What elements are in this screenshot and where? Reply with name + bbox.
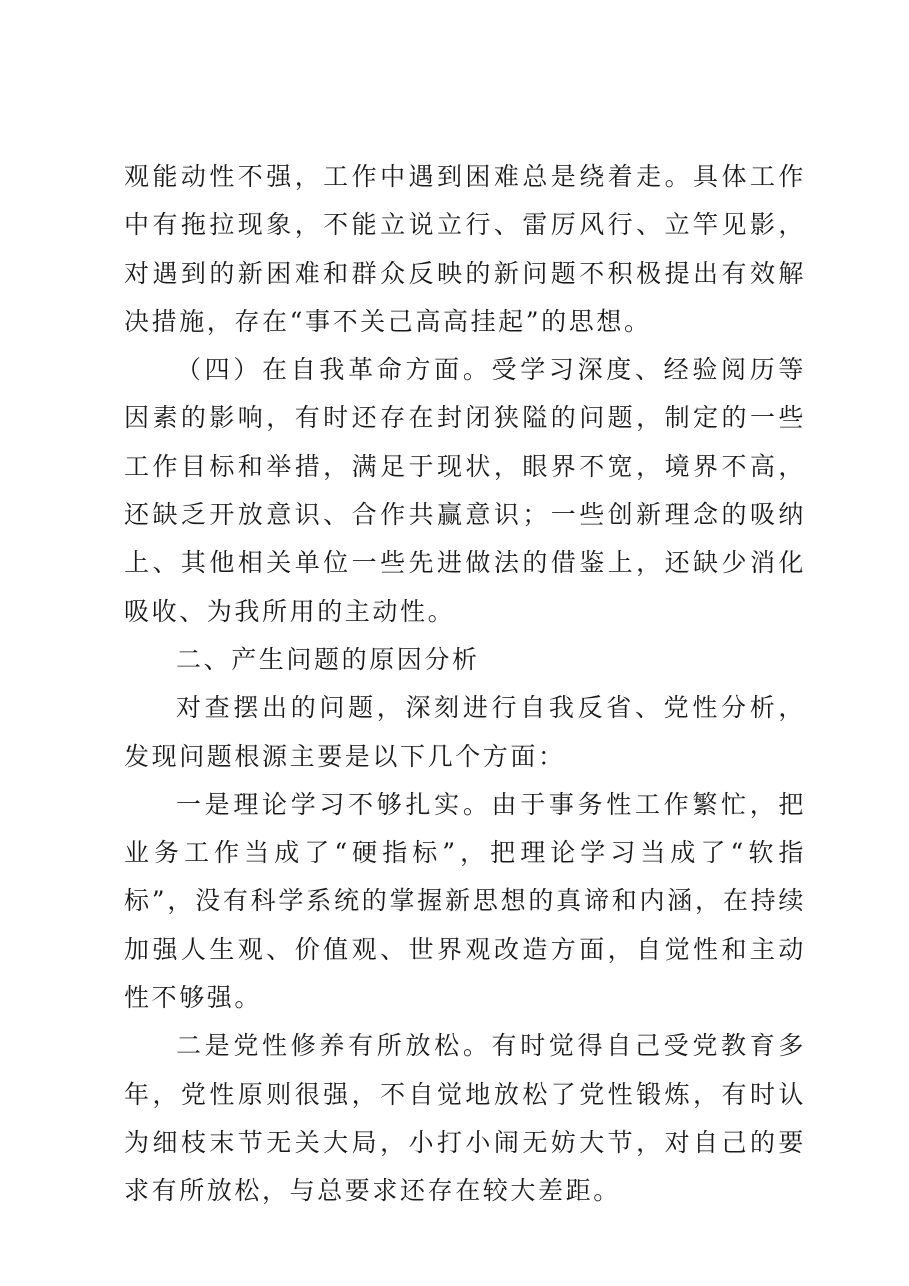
paragraph-causes-intro: 对查摆出的问题，深刻进行自我反省、党性分析，发现问题根源主要是以下几个方面： bbox=[124, 693, 806, 771]
paragraph-cause-one: 一是理论学习不够扎实。由于事务性工作繁忙，把业务工作当成了“硬指标”，把理论学习当成了“软指标”，没有科学系统的掌握新思想的真谛和内涵，在持续加强人生观、价值观、世界观改造方面，自觉性和主动性不够强。 bbox=[124, 789, 806, 1013]
paragraph-continuation: 观能动性不强，工作中遇到困难总是绕着走。具体工作中有拖拉现象，不能立说立行、雷厉风行、立竿见影，对遇到的新困难和群众反映的新问题不积极提出有效解决措施，存在“事不关己高高挂起”的思想。 bbox=[124, 162, 806, 336]
paragraph-cause-two: 二是党性修养有所放松。有时觉得自己受党教育多年，党性原则很强，不自觉地放松了党性锻炼，有时认为细枝末节无关大局，小打小闹无妨大节，对自己的要求有所放松，与总要求还存在较大差距。 bbox=[124, 1031, 806, 1206]
document-body bbox=[124, 153, 806, 1216]
paragraph-section-four: （四）在自我革命方面。受学习深度、经验阅历等因素的影响，有时还存在封闭狭隘的问题，制定的一些工作目标和举措，满足于现状，眼界不宽，境界不高，还缺乏开放意识、合作共赢意识；一些创新理念的吸纳上、其他相关单位一些先进做法的借鉴上，还缺少消化吸收、为我所用的主动性。 bbox=[124, 355, 806, 626]
section-heading-causes: 二、产生问题的原因分析 bbox=[176, 644, 480, 674]
